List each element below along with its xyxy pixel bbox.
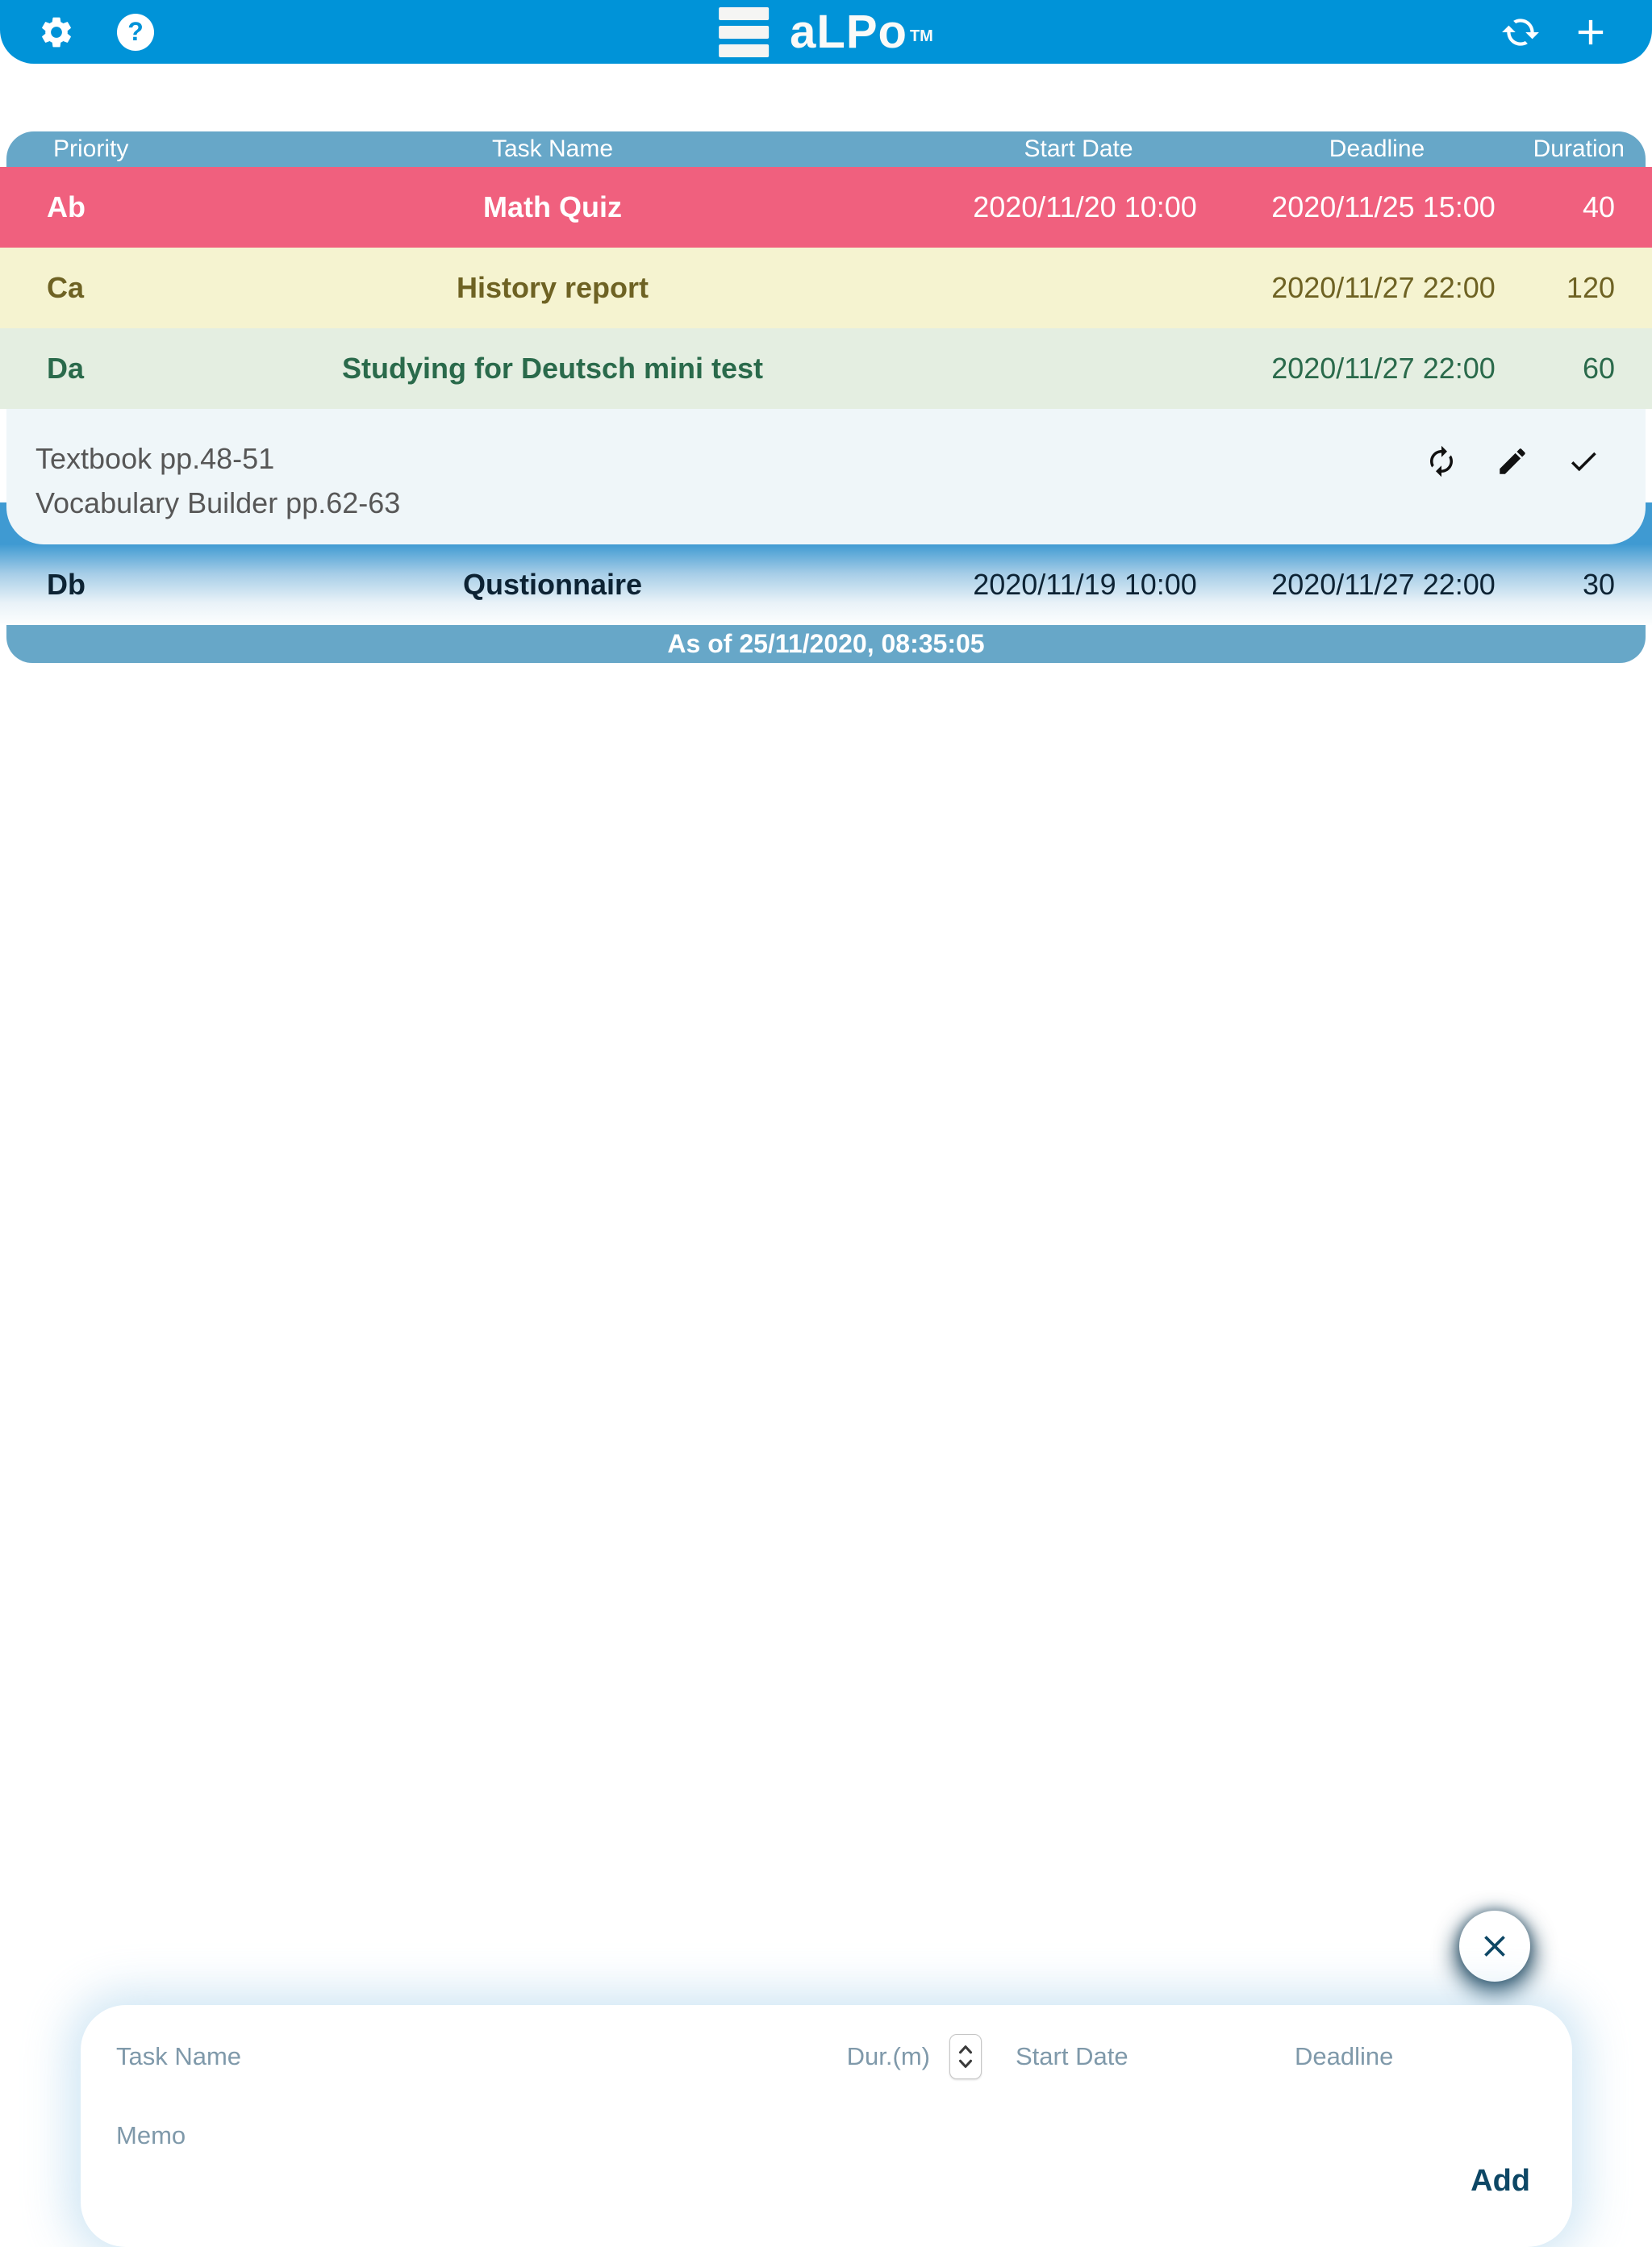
cell-deadline: 2020/11/25 15:00 [1271, 190, 1496, 223]
cell-duration: 30 [1582, 568, 1615, 601]
help-icon: ? [117, 14, 154, 51]
duration-stepper[interactable] [949, 2034, 982, 2079]
edit-pencil-icon[interactable] [1496, 444, 1529, 478]
duration-label: Dur.(m) [846, 2042, 930, 2070]
cell-task-name: Qustionnaire [462, 568, 643, 601]
cell-duration: 60 [1582, 352, 1615, 385]
repeat-icon[interactable] [1425, 444, 1458, 478]
header-duration: Duration [1533, 135, 1625, 162]
cell-deadline: 2020/11/27 22:00 [1271, 271, 1496, 304]
app-logo [719, 0, 933, 64]
table-row[interactable] [0, 167, 1652, 248]
add-task-form [81, 2005, 1572, 2247]
header-priority: Priority [53, 135, 129, 162]
logo-stack-icon [719, 7, 769, 57]
gear-icon [38, 14, 75, 51]
task-name-input[interactable] [116, 2042, 847, 2071]
settings-button[interactable] [24, 0, 89, 64]
selected-row-zone [0, 544, 1652, 625]
refresh-icon [1500, 12, 1541, 52]
detail-memo-line: Textbook pp.48-51 [35, 442, 275, 475]
status-bar: As of 25/11/2020, 08:35:05 [6, 625, 1646, 663]
cell-start-date: 2020/11/20 10:00 [973, 190, 1197, 223]
help-button[interactable] [103, 0, 168, 64]
close-icon [1477, 1928, 1512, 1964]
start-date-input[interactable] [1016, 2042, 1282, 2071]
form-row-main [116, 2034, 1537, 2079]
cell-deadline: 2020/11/27 22:00 [1271, 352, 1496, 385]
cell-task-name: History report [456, 271, 649, 304]
top-app-bar [0, 0, 1652, 64]
app-title: aLPo [790, 6, 907, 58]
table-header-row [6, 131, 1646, 167]
cell-priority: Da [47, 352, 85, 385]
check-done-icon[interactable] [1566, 444, 1600, 478]
header-start-date: Start Date [1024, 135, 1133, 162]
detail-memo-line: Vocabulary Builder pp.62-63 [35, 486, 401, 519]
add-button[interactable]: Add [1466, 2163, 1535, 2199]
task-detail-panel [6, 409, 1646, 544]
table-row[interactable] [0, 328, 1652, 409]
cell-priority: Ab [47, 190, 86, 223]
cell-duration: 120 [1566, 271, 1615, 304]
header-deadline: Deadline [1329, 135, 1425, 162]
stepper-arrows-icon [956, 2041, 975, 2073]
cell-task-name: Math Quiz [483, 190, 622, 223]
deadline-input[interactable] [1295, 2042, 1537, 2071]
cell-priority: Ca [47, 271, 85, 304]
cell-duration: 40 [1582, 190, 1615, 223]
task-table [0, 131, 1652, 663]
table-row[interactable] [0, 544, 1652, 625]
table-row[interactable] [0, 248, 1652, 328]
cell-priority: Db [47, 568, 86, 601]
add-task-button[interactable] [1558, 0, 1623, 64]
detail-action-bar [1425, 444, 1600, 478]
close-form-button[interactable] [1459, 1911, 1530, 1982]
cell-task-name: Studying for Deutsch mini test [341, 352, 764, 385]
cell-start-date: 2020/11/19 10:00 [973, 568, 1197, 601]
plus-icon [1570, 11, 1612, 53]
memo-input[interactable] [116, 2121, 1245, 2150]
refresh-button[interactable] [1488, 0, 1553, 64]
trademark-mark: TM [909, 27, 933, 45]
header-task-name: Task Name [491, 135, 614, 162]
cell-deadline: 2020/11/27 22:00 [1271, 568, 1496, 601]
